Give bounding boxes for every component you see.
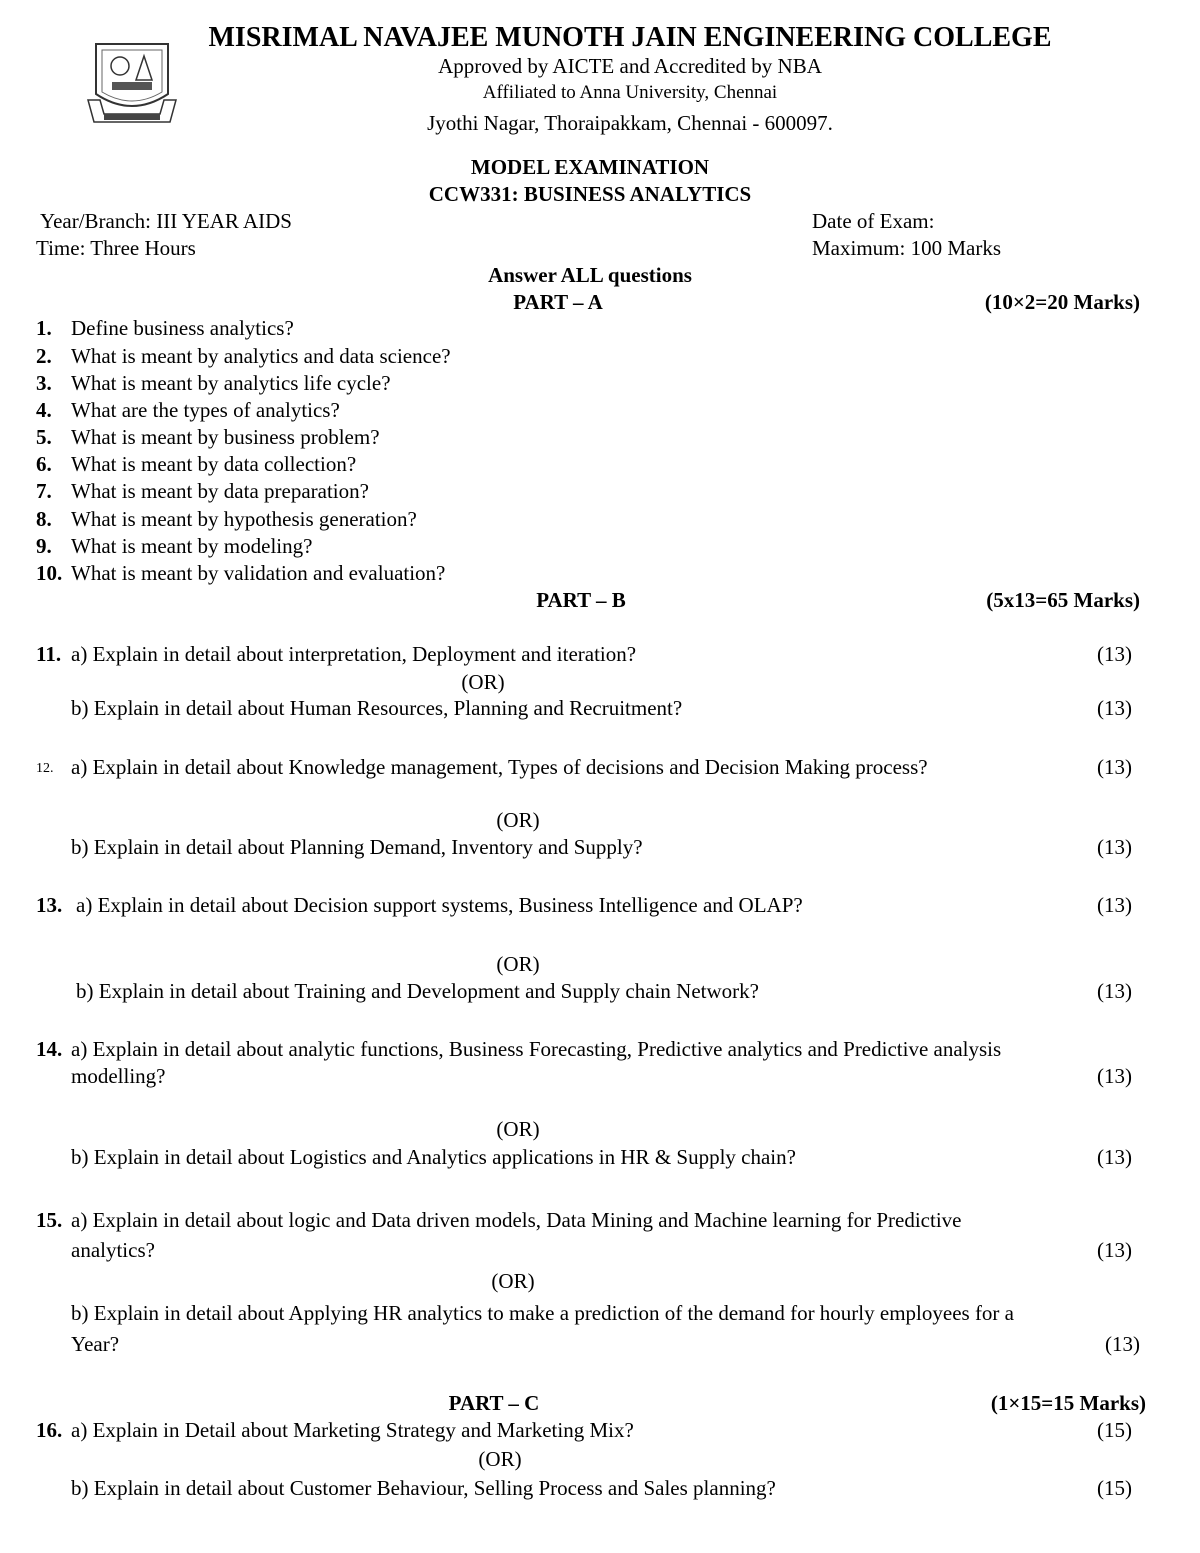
question-number: 9. [36,534,52,558]
question-number: 12. [36,761,54,776]
exam-date: Date of Exam: [812,209,935,233]
question-number: 8. [36,507,52,531]
question-11a: a) Explain in detail about interpretation, Deployment and iteration? [71,642,637,666]
question-14a-line2: modelling? [71,1064,166,1088]
question-text: What is meant by analytics and data science? [71,344,451,368]
question-16b: b) Explain in detail about Customer Behaviour, Selling Process and Sales planning? [71,1476,776,1500]
or-separator: (OR) [461,670,505,694]
question-mark: (13) [1097,755,1132,779]
question-number: 16. [36,1418,63,1442]
part-b-marks: (5x13=65 Marks) [986,588,1140,612]
question-15a-line1: a) Explain in detail about logic and Data driven models, Data Mining and Machine learning for Predictive [71,1208,962,1232]
max-marks: Maximum: 100 Marks [812,236,1001,260]
question-mark: (13) [1097,696,1132,720]
address-line: Jyothi Nagar, Thoraipakkam, Chennai - 600097. [427,111,833,135]
or-separator: (OR) [478,1447,522,1471]
question-12a: a) Explain in detail about Knowledge management, Types of decisions and Decision Making process? [71,755,928,779]
question-mark: (15) [1097,1418,1132,1442]
part-b-heading: PART – B [536,588,626,612]
question-number: 13. [36,893,63,917]
question-number: 4. [36,398,52,422]
exam-time: Time: Three Hours [36,236,196,260]
college-crest-icon [86,40,178,130]
question-number: 1. [36,316,52,340]
question-text: What is meant by business problem? [71,425,380,449]
or-separator: (OR) [496,952,540,976]
question-number: 6. [36,452,52,476]
question-15b-line1: b) Explain in detail about Applying HR analytics to make a prediction of the demand for hourly employees for a [71,1301,1015,1325]
question-mark: (15) [1097,1476,1132,1500]
part-a-heading: PART – A [513,290,603,314]
question-mark: (13) [1105,1332,1140,1356]
question-number: 3. [36,371,52,395]
question-text: What is meant by hypothesis generation? [71,507,417,531]
course-title: CCW331: BUSINESS ANALYTICS [428,182,752,206]
instruction: Answer ALL questions [488,263,692,287]
question-number: 2. [36,344,52,368]
question-15b-line2: Year? [71,1332,120,1356]
question-text: What is meant by data preparation? [71,479,369,503]
question-13b: b) Explain in detail about Training and Development and Supply chain Network? [76,979,759,1003]
college-name: MISRIMAL NAVAJEE MUNOTH JAIN ENGINEERING COLLEGE [208,22,1052,53]
question-11b: b) Explain in detail about Human Resources, Planning and Recruitment? [71,696,683,720]
question-mark: (13) [1097,1145,1132,1169]
question-16a: a) Explain in Detail about Marketing Strategy and Marketing Mix? [71,1418,634,1442]
question-15a-line2: analytics? [71,1238,155,1262]
exam-title: MODEL EXAMINATION [470,155,710,179]
question-text: Define business analytics? [71,316,294,340]
question-mark: (13) [1097,1238,1132,1262]
question-number: 11. [36,642,62,666]
question-mark: (13) [1097,642,1132,666]
affiliation-line: Affiliated to Anna University, Chennai [482,82,778,103]
part-a-marks: (10×2=20 Marks) [984,290,1140,314]
question-number: 15. [36,1208,63,1232]
question-text: What are the types of analytics? [71,398,340,422]
question-14a-line1: a) Explain in detail about analytic functions, Business Forecasting, Predictive analytics and Predictive analysis [71,1037,1002,1061]
question-14b: b) Explain in detail about Logistics and Analytics applications in HR & Supply chain? [71,1145,796,1169]
question-12b: b) Explain in detail about Planning Demand, Inventory and Supply? [71,835,643,859]
question-mark: (13) [1097,893,1132,917]
or-separator: (OR) [496,808,540,832]
part-c-heading: PART – C [448,1391,540,1415]
question-13a: a) Explain in detail about Decision support systems, Business Intelligence and OLAP? [76,893,803,917]
question-text: What is meant by modeling? [71,534,313,558]
question-text: What is meant by validation and evaluation? [71,561,446,585]
or-separator: (OR) [491,1269,535,1293]
year-branch: Year/Branch: III YEAR AIDS [40,209,292,233]
or-separator: (OR) [496,1117,540,1141]
question-number: 14. [36,1037,63,1061]
approval-line: Approved by AICTE and Accredited by NBA [438,54,822,78]
question-mark: (13) [1097,979,1132,1003]
question-mark: (13) [1097,835,1132,859]
question-number: 5. [36,425,52,449]
part-c-marks: (1×15=15 Marks) [990,1391,1146,1415]
question-mark: (13) [1097,1064,1132,1088]
question-number: 7. [36,479,52,503]
question-text: What is meant by analytics life cycle? [71,371,391,395]
question-text: What is meant by data collection? [71,452,357,476]
question-number: 10. [36,561,63,585]
